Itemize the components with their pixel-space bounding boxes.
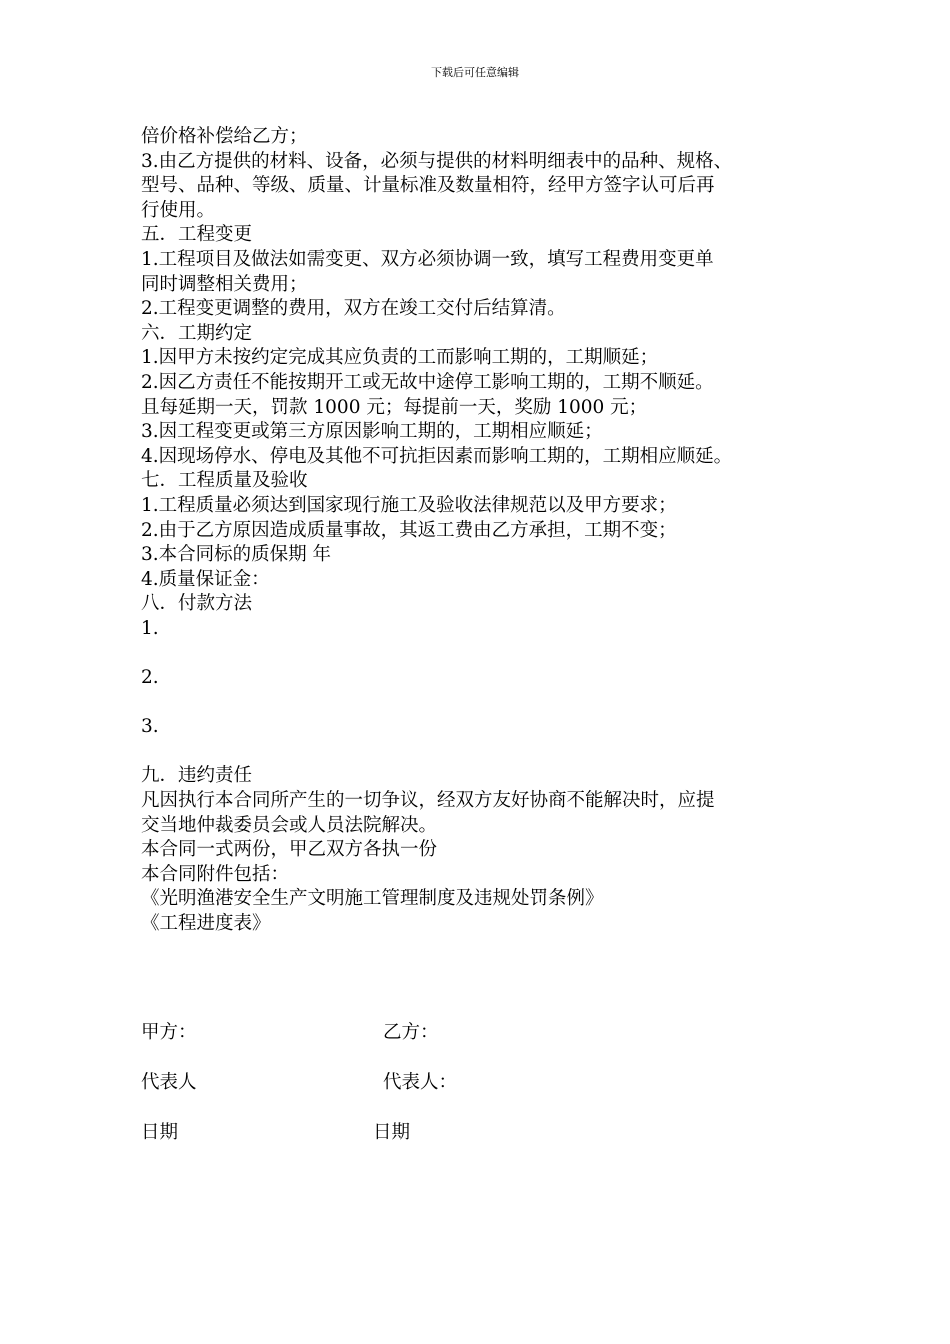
party-b-representative-label: 代表人： <box>383 1072 458 1093</box>
text-line: 同时调整相关费用； <box>141 273 308 295</box>
party-a-representative-label: 代表人 <box>141 1072 197 1093</box>
party-a-date-label: 日期 <box>141 1122 179 1143</box>
party-b-date-label: 日期 <box>373 1122 411 1143</box>
payment-item-3: 3. <box>141 716 159 738</box>
section-heading-5: 五．工程变更 <box>141 224 253 246</box>
text-line: 4.因现场停水、停电及其他不可抗拒因素而影响工期的，工期相应顺延。 <box>141 445 733 467</box>
text-line: 行使用。 <box>141 199 216 221</box>
text-line: 交当地仲裁委员会或人员法院解决。 <box>141 814 438 836</box>
section-heading-8: 八．付款方法 <box>141 593 253 615</box>
blank-line <box>141 641 831 666</box>
text-line: 本合同一式两份，甲乙双方各执一份 <box>141 839 438 861</box>
text-line: 型号、品种、等级、质量、计量标准及数量相符，经甲方签字认可后再 <box>141 175 715 197</box>
text-line: 本合同附件包括： <box>141 863 290 885</box>
text-line: 1.因甲方未按约定完成其应负责的工而影响工期的，工期顺延； <box>141 347 659 369</box>
text-line: 凡因执行本合同所产生的一切争议，经双方友好协商不能解决时，应提 <box>141 790 715 812</box>
page-header: 下载后可任意编辑 <box>431 66 519 79</box>
text-line: 4.质量保证金： <box>141 568 270 590</box>
party-a-label: 甲方： <box>141 1022 197 1043</box>
text-line: 2.由于乙方原因造成质量事故，其返工费由乙方承担，工期不变； <box>141 519 677 541</box>
contract-body <box>141 125 831 937</box>
payment-item-2: 2. <box>141 667 159 689</box>
blank-line <box>141 740 831 765</box>
section-heading-6: 六．工期约定 <box>141 322 253 344</box>
text-line: 且每延期一天，罚款 1000 元；每提前一天，奖励 1000 元； <box>141 396 648 418</box>
text-line: 倍价格补偿给乙方； <box>141 126 308 147</box>
text-line: 3.因工程变更或第三方原因影响工期的，工期相应顺延； <box>141 421 603 443</box>
payment-item-1: 1. <box>141 617 159 639</box>
blank-line <box>141 691 831 716</box>
section-heading-7: 七．工程质量及验收 <box>141 470 308 492</box>
text-line: 1.工程项目及做法如需变更、双方必须协调一致，填写工程费用变更单 <box>141 248 714 270</box>
text-line: 2.工程变更调整的费用，双方在竣工交付后结算清。 <box>141 298 566 320</box>
text-line: 1.工程质量必须达到国家现行施工及验收法律规范以及甲方要求； <box>141 494 677 516</box>
attachment-item: 《光明渔港安全生产文明施工管理制度及违规处罚条例》 <box>141 888 604 910</box>
attachment-item: 《工程进度表》 <box>141 913 271 934</box>
clause-3-materials: 3.由乙方提供的材料、设备，必须与提供的材料明细表中的品种、规格、 <box>141 150 733 172</box>
party-b-label: 乙方： <box>383 1022 439 1043</box>
section-heading-9: 九．违约责任 <box>141 765 253 787</box>
text-line: 3.本合同标的质保期 年 <box>141 544 332 566</box>
text-line: 2.因乙方责任不能按期开工或无故中途停工影响工期的，工期不顺延。 <box>141 371 714 393</box>
